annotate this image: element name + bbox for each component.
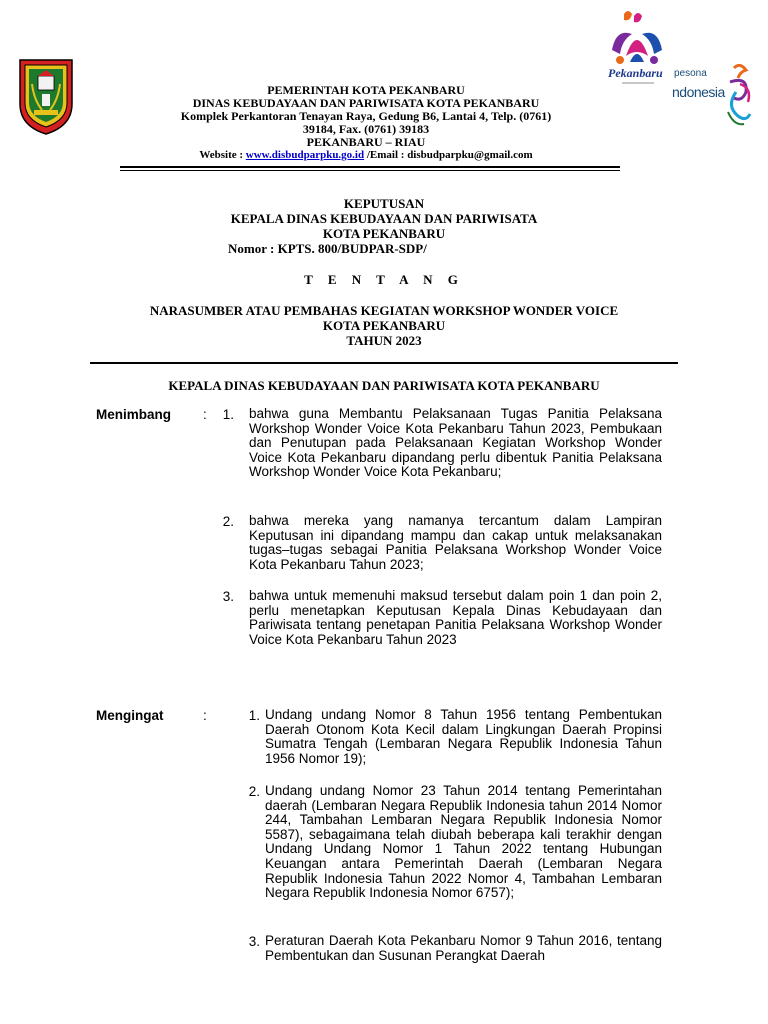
pekanbaru-coat-of-arms-logo bbox=[16, 56, 76, 136]
mengingat-item-number: 2. bbox=[248, 784, 260, 799]
letterhead-rule-thin bbox=[120, 170, 620, 171]
letterhead-rule-thick bbox=[120, 166, 620, 168]
letterhead-agency: DINAS KEBUDAYAAN DAN PARIWISATA KOTA PEKANBARU bbox=[192, 96, 540, 110]
mengingat-item-number: 1. bbox=[248, 708, 260, 723]
menimbang-item-number: 2. bbox=[222, 514, 234, 529]
email-text: /Email : disbudparpku@gmail.com bbox=[364, 149, 533, 161]
letterhead-city: PEKANBARU – RIAU bbox=[306, 135, 426, 149]
official-heading: KEPALA DINAS KEBUDAYAAN DAN PARIWISATA KOTA PEKANBARU bbox=[168, 378, 600, 393]
logo-tagline-line bbox=[622, 82, 654, 84]
letterhead-government: PEMERINTAH KOTA PEKANBARU bbox=[267, 83, 465, 97]
document-type: KEPUTUSAN bbox=[343, 196, 425, 211]
mengingat-item-text: Peraturan Daerah Kota Pekanbaru Nomor 9 Tahun 2016, tentang Pembentukan dan Susunan Perangkat Daerah bbox=[265, 933, 662, 963]
website-link[interactable]: www.disbudparpku.go.id bbox=[245, 149, 365, 161]
website-label: Website : bbox=[199, 149, 246, 161]
mengingat-label: Mengingat bbox=[96, 708, 164, 723]
indonesia-text: ndonesia bbox=[672, 84, 725, 100]
menimbang-colon: : bbox=[203, 407, 207, 422]
mengingat-colon: : bbox=[203, 708, 207, 723]
letterhead-phone-fax: 39184, Fax. (0761) 39183 bbox=[302, 122, 430, 136]
issuer-line-2: KOTA PEKANBARU bbox=[322, 226, 446, 241]
menimbang-item-number: 3. bbox=[222, 589, 234, 604]
pekanbaru-logo-text: Pekanbaru bbox=[608, 66, 663, 80]
mengingat-item-text: Undang undang Nomor 8 Tahun 1956 tentang Pembentukan Daerah Otonom Kota Kecil dalam Lingkungan Daerah Propinsi Sumatra Tengah (Lembaran Negara Republik Indonesia Tahun 1956 Nomor 19); bbox=[265, 707, 662, 766]
menimbang-item-text: bahwa guna Membantu Pelaksanaan Tugas Panitia Pelaksana Workshop Wonder Voice Kota Pekanbaru Tahun 2023, Pembukaan dan Penutupan pada Pelaksanaan Kegiatan Workshop Wonder Voice Kota Pekanbaru dipandang perlu dibentuk Panitia Pelaksana Workshop Wonder Voice Kota Pekanbaru; bbox=[249, 406, 662, 480]
mengingat-item-text: Undang undang Nomor 23 Tahun 2014 tentang Pemerintahan daerah (Lembaran Negara Republik Indonesia tahun 2014 Nomor 244, Tambahan Lembaran Negara Republik Indonesia Nomor 5587), sebagaimana telah diubah beberapa kali terakhir dengan Undang Undang Nomor 1 Tahun 2022 tentang Hubungan Keuangan antara Pemerintah Daerah (Lembaran Negara Republik Indonesia Tahun 2022 Nomor 4, Tambahan Lembaran Negara Republik Indonesia Nomor 6757); bbox=[265, 783, 662, 901]
pekanbaru-tourism-logo bbox=[604, 10, 670, 90]
menimbang-label: Menimbang bbox=[96, 407, 172, 422]
subject-line-2: KOTA PEKANBARU bbox=[322, 318, 446, 333]
section-divider bbox=[90, 362, 678, 364]
decree-number: Nomor : KPTS. 800/BUDPAR-SDP/ bbox=[228, 241, 427, 256]
menimbang-item-number: 1. bbox=[222, 407, 234, 422]
issuer-line-1: KEPALA DINAS KEBUDAYAAN DAN PARIWISATA bbox=[230, 211, 538, 226]
subject-line-3: TAHUN 2023 bbox=[346, 333, 422, 348]
letterhead bbox=[110, 84, 622, 162]
letterhead-address: Komplek Perkantoran Tenayan Raya, Gedung B6, Lantai 4, Telp. (0761) bbox=[180, 109, 552, 123]
menimbang-item-text: bahwa mereka yang namanya tercantum dalam Lampiran Keputusan ini dipandang mampu dan cakap untuk melaksanakan tugas–tugas sebagai Panitia Pelaksana Workshop Wonder Voice Kota Pekanbaru Tahun 2023; bbox=[249, 513, 662, 572]
menimbang-item-text: bahwa untuk memenuhi maksud tersebut dalam poin 1 dan poin 2, perlu menetapkan Keputusan Kepala Dinas Kebudayaan dan Pariwisata tentang penetapan Panitia Pelaksana Workshop Wonder Voice Kota Pekanbaru Tahun 2023 bbox=[249, 588, 662, 647]
subject-line-1: NARASUMBER ATAU PEMBAHAS KEGIATAN WORKSHOP WONDER VOICE bbox=[149, 303, 619, 318]
pesona-text: pesona bbox=[674, 68, 707, 79]
letterhead-contact bbox=[110, 149, 622, 162]
tentang-heading: T E N T A N G bbox=[304, 272, 464, 287]
mengingat-item-number: 3. bbox=[248, 934, 260, 949]
wonderful-indonesia-logo bbox=[670, 62, 754, 128]
